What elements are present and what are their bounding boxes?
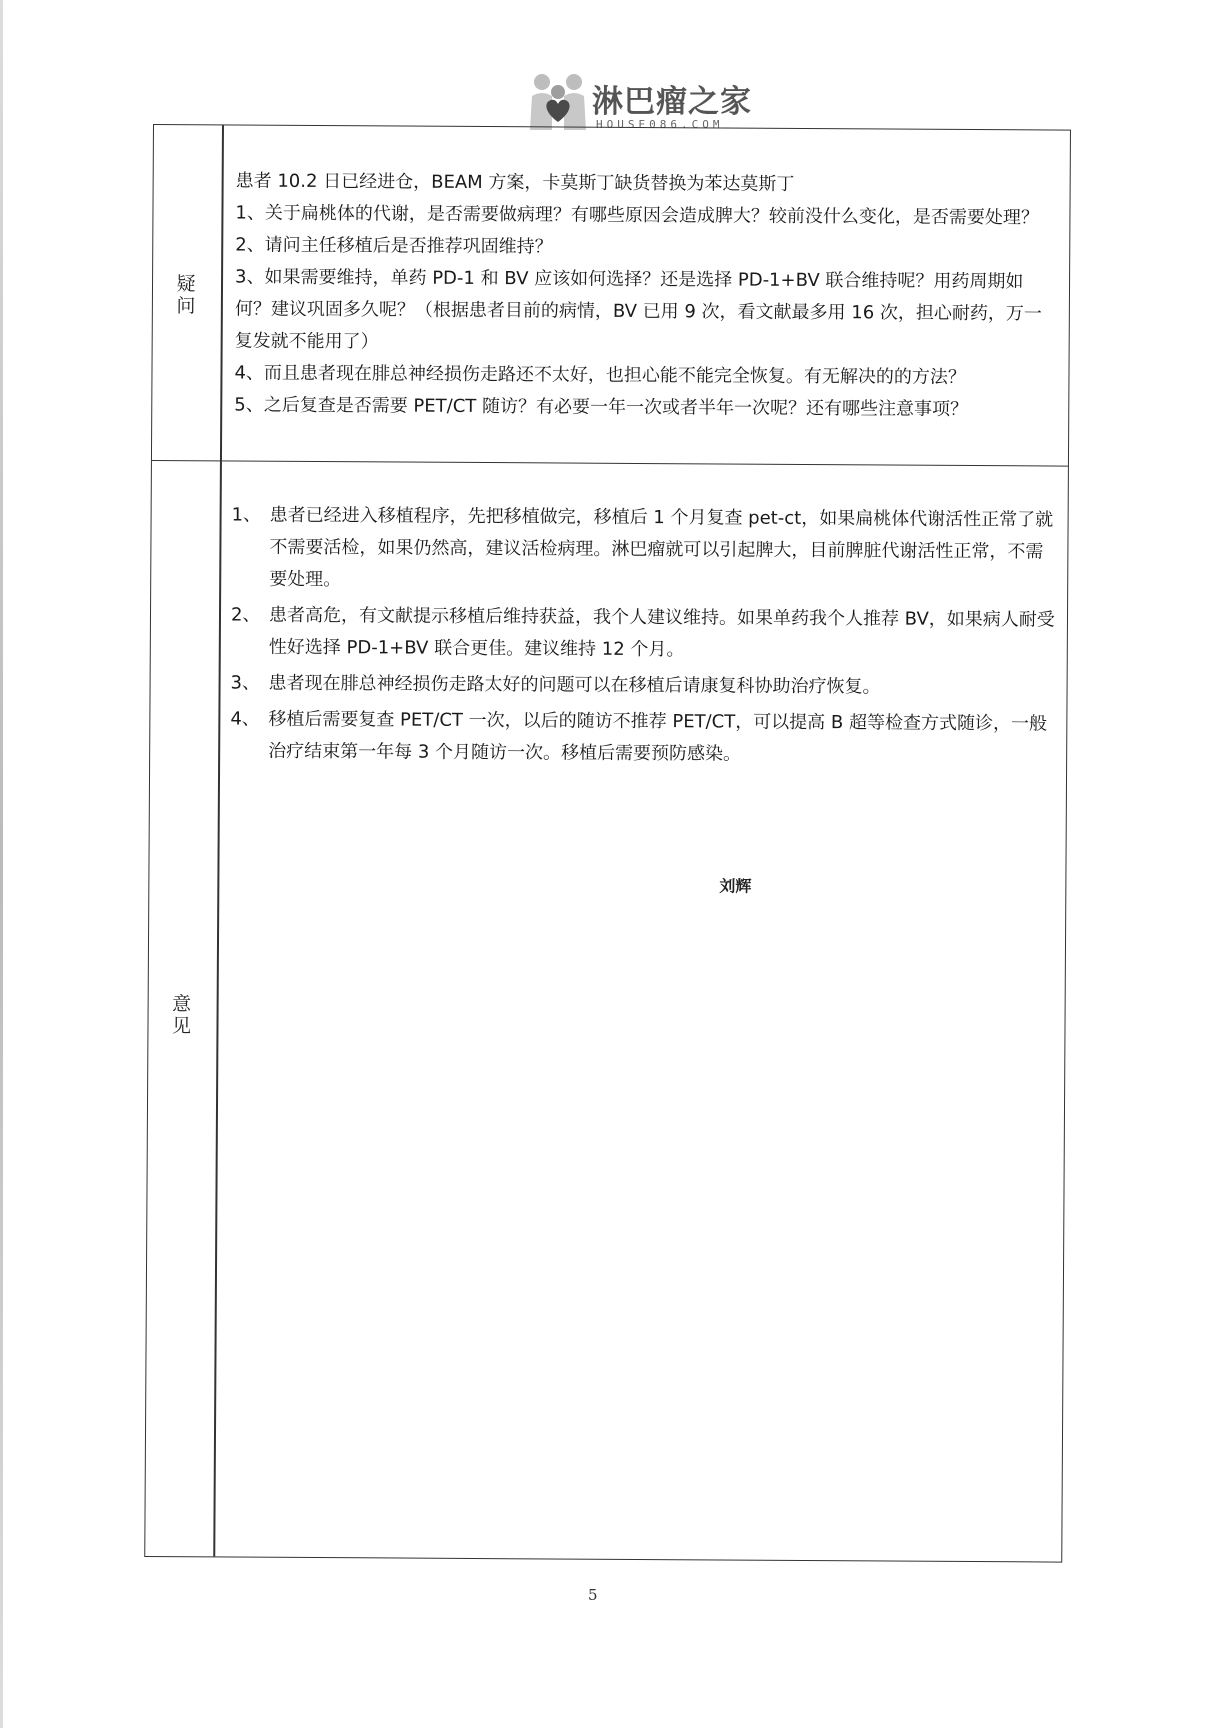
answer-item bbox=[230, 703, 1054, 772]
answer-number: 4、 bbox=[230, 708, 260, 730]
doctor-signature: 刘辉 bbox=[719, 876, 752, 896]
question-item: 4、而且患者现在腓总神经损伤走路还不太好，也担心能不能完全恢复。有无解决的的方法？ bbox=[234, 362, 966, 388]
column-divider bbox=[213, 125, 224, 1556]
question-item: 5、之后复查是否需要 PET/CT 随访？有必要一年一次或者半年一次呢？还有哪些注意事项？ bbox=[234, 394, 969, 420]
answer-item bbox=[231, 599, 1055, 668]
answer-number: 2、 bbox=[230, 604, 261, 626]
answer-number: 1、 bbox=[231, 504, 262, 526]
page-number: 5 bbox=[588, 1586, 598, 1604]
answer-item bbox=[230, 667, 1054, 704]
question-item: 1、关于扁桃体的代谢，是否需要做病理？有哪些原因会造成脾大？较前没什么变化，是否需要处理？ bbox=[235, 202, 1039, 229]
question-item: 3、如果需要维持，单药 PD-1 和 BV 应该如何选择？还是选择 PD-1+BV 联合维持呢？用药周期如何？建议巩固多久呢？（根据患者目前的病情，BV 已用 9 次，看文献最多用 16 次，担心耐药，万一复发就不能用了） bbox=[234, 266, 1042, 353]
answer-text: 患者已经进入移植程序，先把移植做完，移植后 1 个月复查 pet-ct，如果扁桃体代谢活性正常了就不需要活检，如果仍然高，建议活检病理。淋巴瘤就可以引起脾大，目前脾脏代谢活性正常，不需要处理。 bbox=[269, 504, 1054, 591]
scan-edge bbox=[0, 0, 3, 1728]
answers-section bbox=[230, 499, 1056, 776]
logo-title: 淋巴瘤之家 bbox=[592, 84, 752, 120]
family-heart-icon bbox=[526, 70, 590, 132]
row-divider bbox=[152, 460, 1068, 467]
consultation-table bbox=[144, 124, 1071, 1563]
answer-item bbox=[231, 499, 1056, 600]
question-item: 2、请问主任移植后是否推荐巩固维持？ bbox=[235, 234, 553, 258]
answer-number: 3、 bbox=[230, 672, 261, 694]
site-logo bbox=[526, 70, 756, 132]
logo-subtitle: HOUSE086.COM bbox=[596, 118, 724, 131]
answer-text: 患者现在腓总神经损伤走路太好的问题可以在移植后请康复科协助治疗恢复。 bbox=[268, 672, 881, 698]
opinion-label: 意 见 bbox=[171, 993, 192, 1038]
question-intro: 患者 10.2 日已经进仓，BEAM 方案，卡莫斯丁缺货替换为苯达莫斯丁 bbox=[235, 170, 795, 195]
questions-section bbox=[234, 166, 1056, 427]
answer-text: 患者高危，有文献提示移植后维持获益，我个人建议维持。如果单药我个人推荐 BV，如果病人耐受性好选择 PD-1+BV 联合更佳。建议维持 12 个月。 bbox=[268, 604, 1055, 661]
question-label: 疑 问 bbox=[176, 273, 196, 318]
answer-text: 移植后需要复查 PET/CT 一次，以后的随访不推荐 PET/CT，可以提高 B 超等检查方式随诊，一般治疗结束第一年每 3 个月随访一次。移植后需要预防感染。 bbox=[268, 708, 1048, 765]
